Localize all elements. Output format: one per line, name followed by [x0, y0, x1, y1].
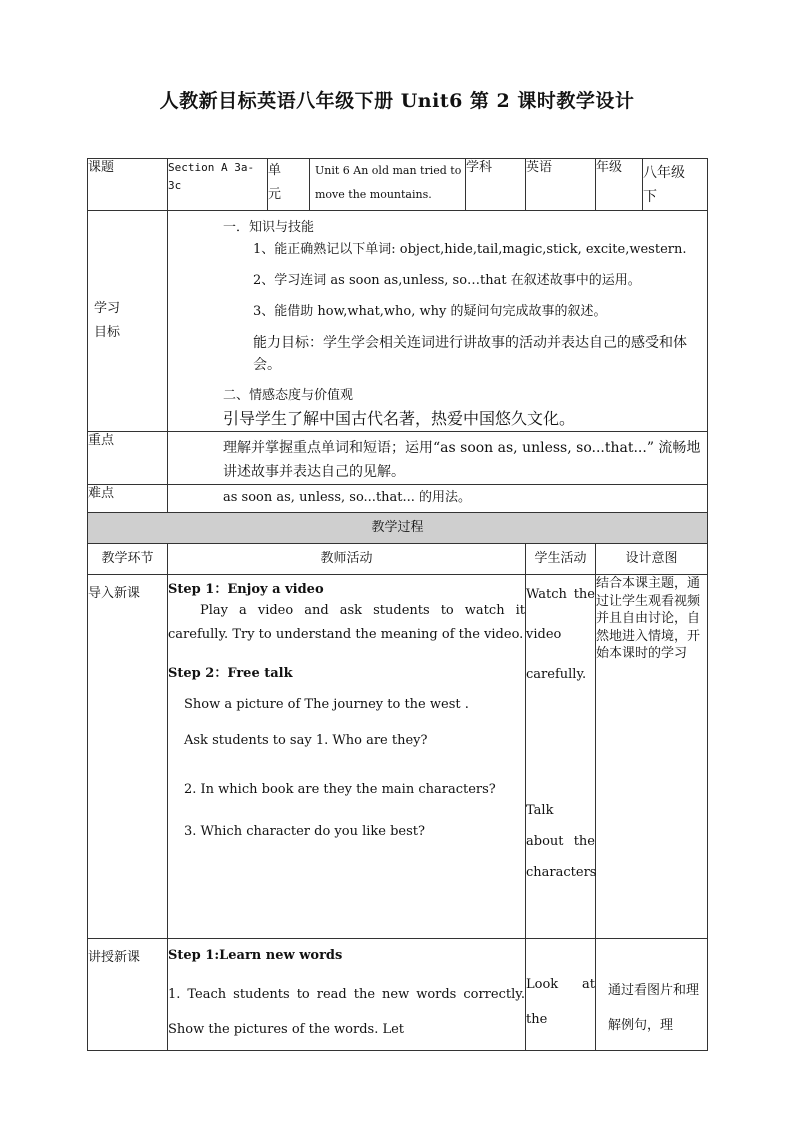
student-activity-2: Talk about the characters	[526, 803, 597, 880]
process-header-row	[88, 513, 708, 544]
col-teacher-header: 教师活动	[168, 544, 526, 575]
goal-item-2: 2、学习连词 as soon as,unless, so…that 在叙述故事中的运用。	[253, 273, 641, 288]
design-intent-new: 通过看图片和理解例句，理	[596, 939, 708, 1051]
goals-row	[88, 211, 708, 432]
process-row-new	[88, 939, 708, 1051]
grade-label: 年级	[596, 159, 643, 211]
col-student-header: 学生活动	[526, 544, 596, 575]
stage-intro: 导入新课	[88, 575, 168, 939]
key-points-row	[88, 432, 708, 485]
new-step1-text: 1. Teach students to read the new words correctly. Show the pictures of the words. Let	[168, 986, 525, 1037]
header-row	[88, 159, 708, 211]
topic-label: 课题	[88, 159, 168, 211]
difficulties-label: 难点	[88, 485, 168, 513]
stage-new: 讲授新课	[88, 939, 168, 1051]
design-intent-intro: 结合本课主题，通过让学生观看视频并且自由讨论，自然地进入情境，开始本课时的学习	[596, 575, 708, 939]
student-activity-1: Watch the video carefully.	[526, 587, 595, 682]
goal-item-3: 3、能借助 how,what,who, why 的疑问句完成故事的叙述。	[253, 304, 607, 319]
step2-line3: 2. In which book are they the main characters?	[184, 782, 496, 798]
student-activity-new	[526, 939, 596, 1051]
goal-ability: 能力目标：学生学会相关连词进行讲故事的活动并表达自己的感受和体会。	[253, 335, 687, 373]
lesson-plan-table	[87, 158, 708, 1051]
unit-value: Unit 6 An old man tried to move the mountains.	[310, 159, 466, 211]
key-points-label: 重点	[88, 432, 168, 485]
new-step1-title: Step 1:Learn new words	[168, 948, 343, 963]
unit-label: 单元	[268, 159, 310, 211]
goal-emotion: 引导学生了解中国古代名著，热爱中国悠久文化。	[223, 409, 576, 428]
goals-section-emotion: 二、情感态度与价值观	[223, 388, 354, 403]
step2-line4: 3. Which character do you like best?	[184, 824, 425, 840]
step2-line2: Ask students to say 1. Who are they?	[184, 732, 428, 748]
topic-value: Section A 3a-3c	[168, 159, 268, 211]
goals-label: 学习目标	[88, 211, 168, 432]
step2-line1: Show a picture of The journey to the west .	[184, 697, 469, 713]
subject-value: 英语	[526, 159, 596, 211]
key-points-text: 理解并掌握重点单词和短语；运用“as soon as, unless, so...that...” 流畅地讲述故事并表达自己的见解。	[168, 432, 708, 485]
student-activity-intro	[526, 575, 596, 939]
teacher-activity-intro	[168, 575, 526, 939]
subject-label: 学科	[466, 159, 526, 211]
difficulties-text: as soon as, unless, so...that... 的用法。	[168, 485, 708, 513]
col-stage-header: 教学环节	[88, 544, 168, 575]
process-header: 教学过程	[88, 513, 708, 544]
document-title: 人教新目标英语八年级下册 Unit6 第 2 课时教学设计	[159, 90, 635, 112]
goals-content	[168, 211, 708, 432]
process-columns-row	[88, 544, 708, 575]
difficulties-row	[88, 485, 708, 513]
col-intent-header: 设计意图	[596, 544, 708, 575]
step1-title: Step 1：Enjoy a video	[168, 582, 324, 597]
grade-value: 八年级下	[643, 159, 708, 211]
step2-title: Step 2：Free talk	[168, 665, 293, 681]
goals-section-knowledge: 一．知识与技能	[223, 220, 315, 235]
process-row-intro	[88, 575, 708, 939]
step1-text: Play a video and ask students to watch it carefully. Try to understand the meaning of the video.	[168, 602, 525, 642]
teacher-activity-new	[168, 939, 526, 1051]
student-activity-new-text: Look at the	[526, 977, 595, 1027]
goal-item-1: 1、能正确熟记以下单词: object,hide,tail,magic,stick, excite,western.	[253, 242, 687, 257]
